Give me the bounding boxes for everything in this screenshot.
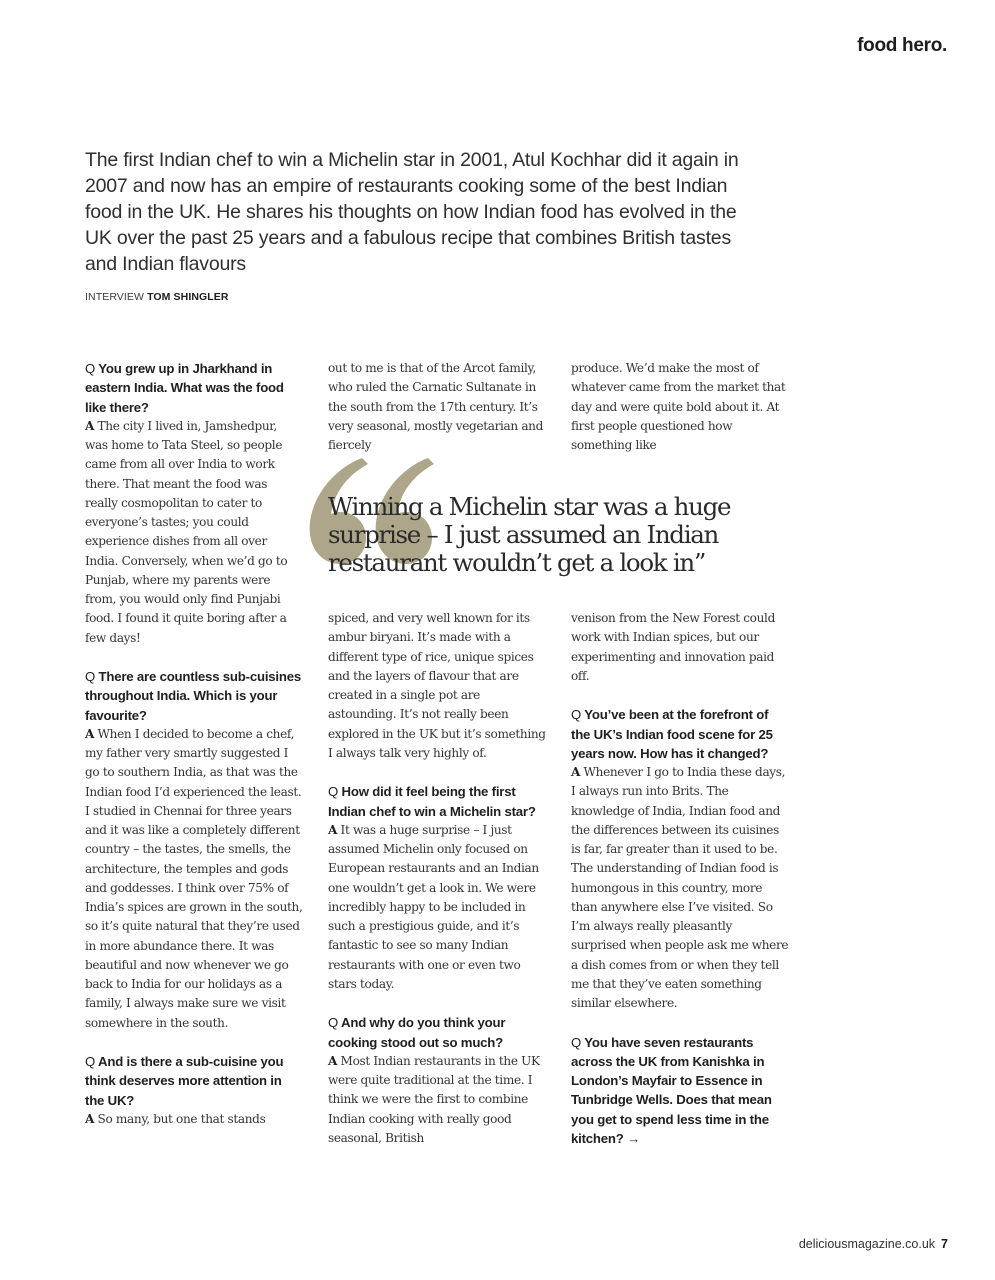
a-marker: A (328, 1053, 338, 1068)
byline (85, 291, 229, 303)
answer-text: The city I lived in, Jamshedpur, was home to Tata Steel, so people came from all over India to work there. That meant the food was really cosmopolitan to cater to everyone’s tastes; you could experience dishes from all over India. Conversely, when we’d go to Punjab, where my parents were from, you would only find Punjabi food. I found it quite boring after a few days! (85, 418, 288, 645)
q-marker: Q (571, 1034, 582, 1050)
q-marker: Q (328, 1015, 339, 1031)
answer-text: Most Indian restaurants in the UK were quite traditional at the time. I think we were the first to combine Indian cooking with really good seasonal, British (328, 1053, 540, 1145)
answer-text: So many, but one that stands (97, 1111, 266, 1126)
question-6 (571, 705, 789, 763)
column-3-bottom (571, 609, 789, 1148)
footer-site: deliciousmagazine.co.uk (798, 1237, 936, 1251)
a-marker: A (328, 822, 338, 837)
question-2 (85, 667, 303, 725)
answer-5-continued: produce. We’d make the most of whatever came from the market that day and were quite bold about it. At first people questioned how something like (571, 361, 786, 452)
question-1 (85, 359, 303, 417)
byline-name: TOM SHINGLER (147, 291, 229, 303)
standfirst: The first Indian chef to win a Michelin star in 2001, Atul Kochhar did it again in 2007 and now has an empire of restaurants cooking some of the best Indian food in the UK. He shares his thoughts on how Indian food has evolved in the UK over the past 25 years and a fabulous recipe that combines British tastes and Indian flavours (85, 149, 739, 275)
page-number: 7 (941, 1237, 948, 1251)
question-7 (571, 1033, 789, 1149)
answer-3-continued: out to me is that of the Arcot family, who ruled the Carnatic Sultanate in the south from the 17th century. It’s very seasonal, mostly vegetarian and fiercely (328, 361, 544, 452)
question-text: And why do you think your cooking stood out so much? (328, 1015, 506, 1050)
answer-text: It was a huge surprise – I just assumed Michelin only focused on European restaurants and an Indian one wouldn’t get a look in. We were incredibly happy to be included in such a prestigious guide, and it’s fantastic to see so many Indian restaurants with one or even two stars today. (328, 822, 539, 991)
answer-1 (85, 417, 303, 648)
section-tag: food hero. (857, 35, 947, 56)
a-marker: A (571, 765, 581, 779)
a-marker: A (85, 418, 95, 433)
question-text: You’ve been at the forefront of the UK’s Indian food scene for 25 years now. How has it changed? (571, 707, 773, 761)
continue-arrow-icon: → (627, 1130, 641, 1146)
q-marker: Q (85, 1054, 96, 1069)
question-text: You have seven restaurants across the UK from Kanishka in London’s Mayfair to Essence in Tunbridge Wells. Does that mean you get to spend less time in the kitchen? (571, 1034, 772, 1146)
column-3-top (571, 359, 789, 455)
page-footer (799, 1237, 948, 1251)
answer-5-continued-2: venison from the New Forest could work with Indian spices, but our experimenting and innovation paid off. (571, 611, 775, 683)
answer-3 (85, 1110, 303, 1129)
column-2-bottom (328, 609, 546, 1148)
answer-text: Whenever I go to India these days, I always run into Brits. The knowledge of India, Indian food and the differences between its cuisines is far, far greater than it used to be. The understanding of Indian food is humongous in this country, more than anywhere else I’ve visited. So I’m always really pleasantly surprised when people ask me where a dish comes from or when they tell me that they’ve eaten something similar elsewhere. (571, 765, 789, 1010)
question-text: How did it feel being the first Indian chef to win a Michelin star? (328, 784, 536, 819)
q-marker: Q (328, 784, 339, 800)
question-text: You grew up in Jharkhand in eastern India. What was the food like there? (85, 361, 284, 415)
answer-6 (571, 763, 789, 1013)
question-4 (328, 782, 546, 821)
q-marker: Q (571, 707, 582, 723)
column-2-top (328, 359, 546, 455)
pull-quote: Winning a Michelin star was a huge surprise – I just assumed an Indian restaurant wouldn’t get a look in” (328, 492, 731, 577)
question-5 (328, 1013, 546, 1052)
answer-4 (328, 821, 546, 994)
answer-3-continued-2: spiced, and very well known for its ambur biryani. It’s made with a different type of rice, unique spices and the layers of flavour that are created in a single pot are astounding. It’s not really been explored in the UK but it’s something I always talk very highly of. (328, 611, 546, 760)
byline-label: INTERVIEW (85, 291, 145, 303)
a-marker: A (85, 1111, 95, 1126)
answer-5 (328, 1052, 546, 1148)
column-1 (85, 359, 303, 1129)
answer-text: When I decided to become a chef, my father very smartly suggested I go to southern India, as that was the Indian food I’d experienced the least. I studied in Chennai for three years and it was like a completely different country – the tastes, the smells, the architecture, the temples and gods and goddesses. I think over 75% of India’s spices are grown in the south, so it’s quite natural that they’re used in more abundance there. It was beautiful and now whenever we go back to India for our holidays as a family, I always make sure we visit somewhere in the south. (85, 726, 303, 1030)
answer-2 (85, 725, 303, 1033)
question-text: And is there a sub-cuisine you think deserves more attention in the UK? (85, 1054, 284, 1108)
q-marker: Q (85, 361, 96, 376)
question-3 (85, 1052, 303, 1110)
a-marker: A (85, 726, 95, 741)
question-text: There are countless sub-cuisines throughout India. Which is your favourite? (85, 669, 302, 723)
q-marker: Q (85, 669, 96, 684)
